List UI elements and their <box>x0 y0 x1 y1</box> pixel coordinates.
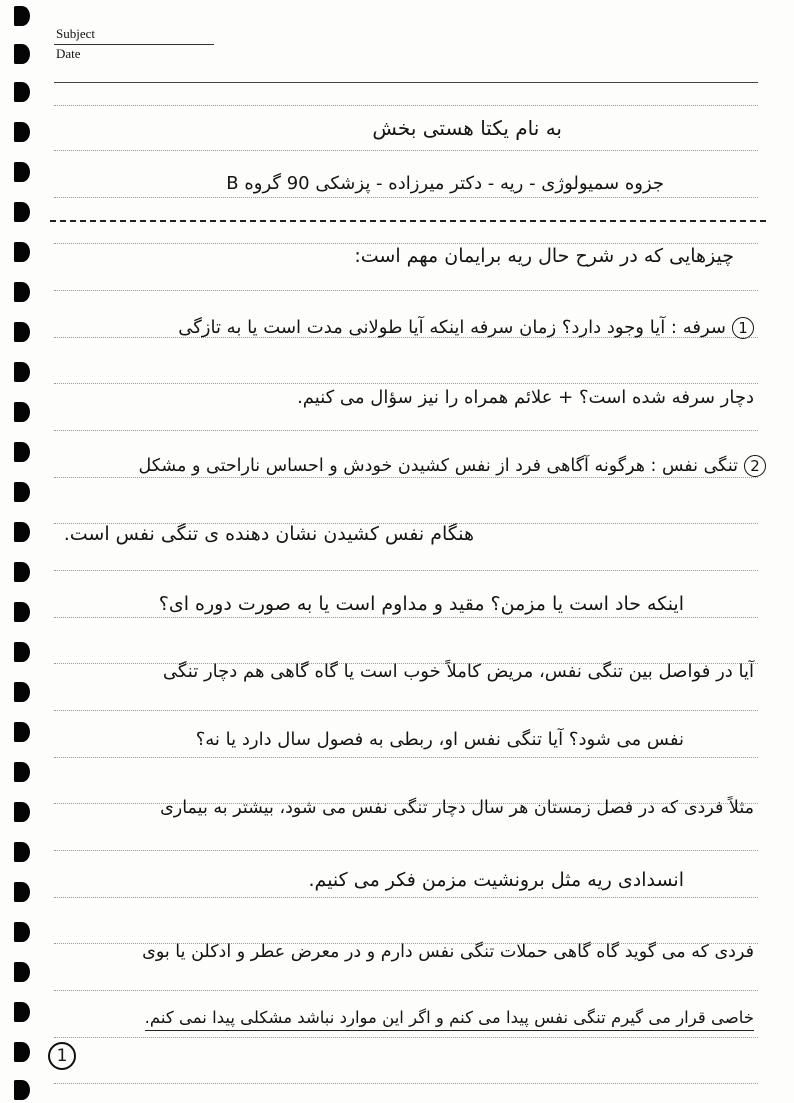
binder-hole <box>14 482 30 502</box>
item-2-line-6: مثلاً فردی که در فصل زمستان هر سال دچار تنگی نفس می شود، بیشتر به بیماری <box>160 798 754 818</box>
date-label: Date <box>56 46 81 61</box>
ruled-line <box>54 850 758 851</box>
binder-hole <box>14 44 30 64</box>
page-number: 1 <box>48 1042 76 1070</box>
ruled-line <box>54 617 758 618</box>
subject-rule <box>54 44 214 45</box>
ruled-line <box>54 290 758 291</box>
item-2-line-7: انسدادی ریه مثل برونشیت مزمن فکر می کنیم. <box>308 869 684 891</box>
binder-hole <box>14 762 30 782</box>
binder-hole <box>14 282 30 302</box>
item-2-line-5: نفس می شود؟ آیا تنگی نفس او، ربطی به فصول سال دارد یا نه؟ <box>195 729 684 750</box>
ruled-line <box>54 197 758 198</box>
binder-hole <box>14 802 30 822</box>
binder-hole <box>14 6 30 26</box>
ruled-line <box>54 1037 758 1038</box>
header-rule <box>54 82 758 83</box>
binder-hole <box>14 362 30 382</box>
item-1-text: سرفه : آیا وجود دارد؟ زمان سرفه اینکه آیا طولانی مدت است یا به تازگی <box>178 317 726 338</box>
heading-line: به نام یکتا هستی بخش <box>372 116 562 140</box>
item-2-text: تنگی نفس : هرگونه آگاهی فرد از نفس کشیدن خودش و احساس ناراحتی و مشکل <box>138 456 738 476</box>
binder-hole <box>14 682 30 702</box>
binder-hole <box>14 962 30 982</box>
binder-hole <box>14 242 30 262</box>
item-1-line-1 <box>178 316 754 340</box>
dashed-separator <box>50 220 766 222</box>
ruled-line <box>54 430 758 431</box>
binder-hole <box>14 82 30 102</box>
ruled-line <box>54 710 758 711</box>
binder-hole <box>14 1080 30 1100</box>
binder-hole <box>14 202 30 222</box>
binder-hole <box>14 842 30 862</box>
binder-hole <box>14 122 30 142</box>
item-1-line-2: دچار سرفه شده است؟ + علائم همراه را نیز سؤال می کنیم. <box>297 387 754 408</box>
item-2-line-8: فردی که می گوید گاه گاهی حملات تنگی نفس دارم و در معرض عطر و ادکلن یا بوی <box>142 942 754 962</box>
item-2-line-4: آیا در فواصل بین تنگی نفس، مریض کاملاً خوب است یا گاه گاهی هم دچار تنگی <box>162 661 754 682</box>
ruled-line <box>54 757 758 758</box>
ruled-line <box>54 105 758 106</box>
item-2-line-2: هنگام نفس کشیدن نشان دهنده ی تنگی نفس است. <box>63 523 474 545</box>
binder-hole <box>14 162 30 182</box>
ruled-line <box>54 990 758 991</box>
binder-hole <box>14 322 30 342</box>
intro-line: چیزهایی که در شرح حال ریه برایمان مهم است: <box>354 245 734 267</box>
binder-hole <box>14 402 30 422</box>
item-2-line-9: خاصی قرار می گیرم تنگی نفس پیدا می کنم و اگر این موارد نباشد مشکلی پیدا نمی کنم. <box>145 1006 754 1031</box>
ruled-line <box>54 150 758 151</box>
binder-hole <box>14 602 30 622</box>
binder-hole <box>14 922 30 942</box>
ruled-line <box>54 1083 758 1084</box>
ruled-line <box>54 897 758 898</box>
item-number-badge: 1 <box>732 317 754 339</box>
binder-hole <box>14 1042 30 1062</box>
binder-hole <box>14 1002 30 1022</box>
binder-hole <box>14 562 30 582</box>
subject-label: Subject <box>56 26 95 41</box>
item-number-badge: 2 <box>744 455 766 477</box>
title-line: جزوه سمیولوژی - ریه - دکتر میرزاده - پزشکی 90 گروه B <box>226 173 664 194</box>
ruled-line <box>54 570 758 571</box>
item-2-line-1 <box>139 454 767 478</box>
item-2-line-3: اینکه حاد است یا مزمن؟ مقید و مداوم است یا به صورت دوره ای؟ <box>158 593 684 615</box>
binder-hole <box>14 882 30 902</box>
binder-hole <box>14 442 30 462</box>
ruled-line <box>54 383 758 384</box>
binder-hole <box>14 522 30 542</box>
binder-hole <box>14 722 30 742</box>
binder-hole <box>14 642 30 662</box>
